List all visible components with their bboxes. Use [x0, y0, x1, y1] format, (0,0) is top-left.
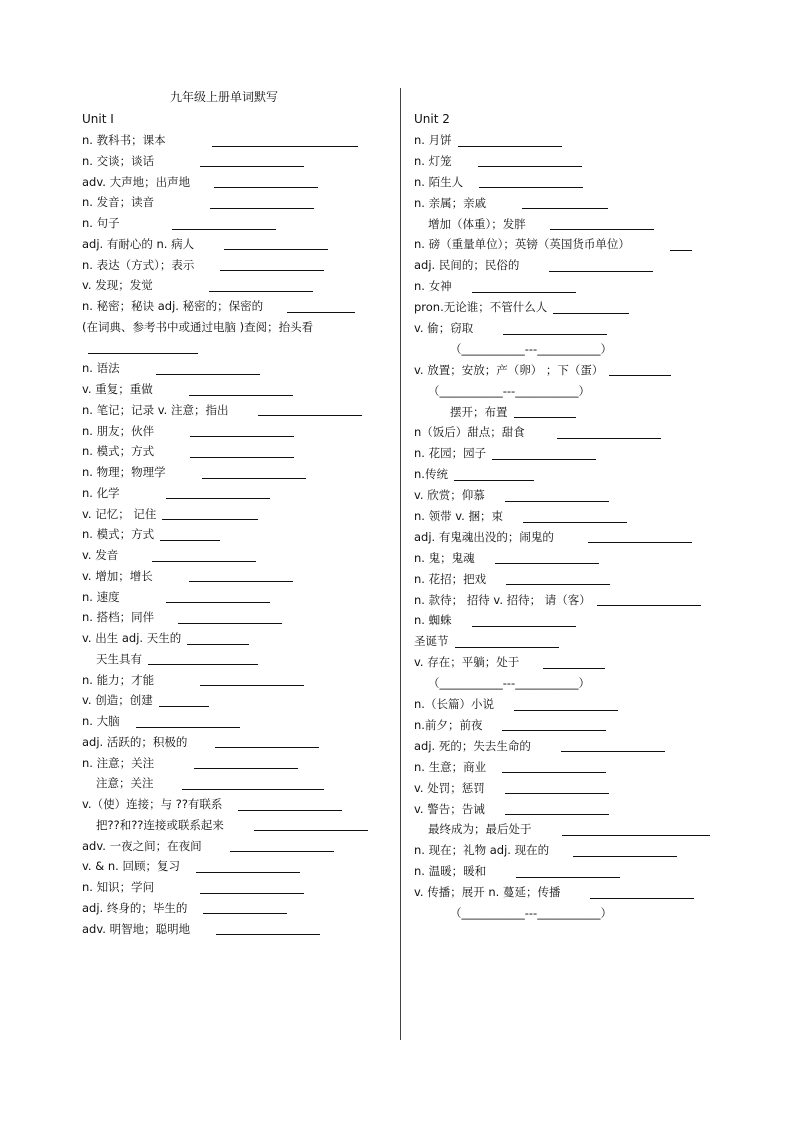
- vocab-prompt: n. 模式；方式: [82, 444, 155, 459]
- answer-blank[interactable]: [190, 446, 294, 458]
- vocab-prompt: v. 增加；增长: [82, 568, 153, 583]
- vocab-prompt: n. 交谈；谈话: [82, 153, 155, 168]
- answer-blank[interactable]: [516, 866, 620, 878]
- vocab-row: [414, 590, 724, 611]
- vocab-row: [414, 443, 724, 464]
- vocab-row: [414, 402, 724, 423]
- answer-blank[interactable]: [549, 260, 653, 272]
- vocab-prompt: 增加（体重）；发胖: [428, 216, 526, 231]
- vocab-row: [414, 234, 724, 255]
- vocab-prompt: n. 女神: [414, 279, 452, 294]
- answer-blank[interactable]: [224, 238, 328, 250]
- vocab-row: [82, 607, 394, 628]
- vocab-prompt: n. 花园；园子: [414, 446, 487, 461]
- vocab-prompt: adv. 大声地；出声地: [82, 174, 191, 189]
- answer-blank[interactable]: [670, 239, 692, 251]
- vocab-prompt: 摆开；布置: [450, 404, 508, 419]
- answer-blank[interactable]: [550, 218, 654, 230]
- answer-blank[interactable]: [88, 342, 198, 354]
- vocab-row: [82, 151, 394, 172]
- vocab-prompt: n. 生意；商业: [414, 759, 487, 774]
- vocab-prompt: v. 发现；发觉: [82, 278, 153, 293]
- vocab-row: [82, 441, 394, 462]
- vocab-prompt: n. 现在；礼物 adj. 现在的: [414, 843, 550, 858]
- vocab-row: [82, 545, 394, 566]
- vocab-row: [414, 297, 724, 318]
- answer-blank[interactable]: [455, 636, 559, 648]
- vocab-row: [414, 193, 724, 214]
- vocab-row: [414, 610, 724, 631]
- vocab-prompt: n. 知识；学问: [82, 880, 155, 894]
- vocab-prompt: adj. 死的；失去生命的: [414, 738, 531, 753]
- vocab-prompt: n. 能力；才能: [82, 672, 155, 687]
- answer-blank[interactable]: [258, 404, 362, 416]
- vocab-prompt: n. 大脑: [82, 714, 120, 728]
- vocab-row: [414, 151, 724, 172]
- vocab-prompt: v. 放置；安放；产（卵） ；下（蛋）: [414, 362, 604, 377]
- unit-2-column: [414, 109, 724, 924]
- vocab-prompt: n.（长篇）小说: [414, 697, 494, 712]
- answer-blank[interactable]: [609, 364, 671, 376]
- vocab-prompt: n. 花招；把戏: [414, 571, 487, 586]
- vocab-row: [82, 898, 394, 919]
- vocab-prompt: n. 发音；读音: [82, 195, 155, 210]
- vocab-prompt: adv. 一夜之间；在夜间: [82, 838, 202, 853]
- vocab-row: [82, 504, 394, 525]
- answer-blank[interactable]: [505, 490, 609, 502]
- vocab-row: [82, 566, 394, 587]
- vocab-row: [82, 753, 394, 774]
- answer-blank[interactable]: [210, 197, 314, 209]
- vocab-row: [414, 840, 724, 861]
- vocab-row: [414, 276, 724, 297]
- answer-blank[interactable]: [573, 845, 677, 857]
- unit-1-heading: Unit I: [82, 112, 114, 126]
- vocab-row: [82, 649, 394, 670]
- vocab-row: [82, 234, 394, 255]
- vocab-row: [82, 400, 394, 421]
- answer-blank[interactable]: [590, 887, 694, 899]
- answer-blank[interactable]: [543, 657, 605, 669]
- vocab-row: [82, 690, 394, 711]
- vocab-prompt: n.传统: [414, 467, 448, 482]
- vocab-prompt: n. 陌生人: [414, 174, 464, 189]
- vocab-row: [414, 548, 724, 569]
- answer-blank[interactable]: [561, 740, 665, 752]
- vocab-row: [414, 882, 724, 903]
- vocab-prompt: n. 语法: [82, 361, 120, 376]
- vocab-row: [414, 381, 724, 402]
- answer-blank[interactable]: [220, 259, 324, 271]
- answer-blank[interactable]: [196, 861, 300, 873]
- vocab-prompt: n. 表达（方式）；表示: [82, 257, 195, 272]
- vocab-row: [414, 652, 724, 673]
- vocab-row: [414, 506, 724, 527]
- vocab-row: [82, 628, 394, 649]
- vocab-prompt: （___________---___________）: [428, 676, 590, 691]
- answer-blank[interactable]: [557, 427, 661, 439]
- vocab-row: [414, 631, 724, 652]
- vocab-row: [414, 736, 724, 757]
- vocab-row: [82, 856, 394, 877]
- vocab-row: [82, 919, 394, 940]
- unit-1-list: [82, 130, 394, 939]
- vocab-prompt: adj. 终身的；毕生的: [82, 900, 188, 915]
- vocab-row: [82, 877, 394, 898]
- vocab-row: [414, 172, 724, 193]
- vocab-row: [82, 317, 394, 338]
- vocab-prompt: n. 注意；关注: [82, 755, 155, 770]
- answer-blank[interactable]: [230, 840, 334, 852]
- vocab-prompt: v. 传播；展开 n. 蔓延；传播: [414, 885, 561, 900]
- vocab-prompt: v. 出生 adj. 天生的: [82, 631, 182, 645]
- answer-blank[interactable]: [514, 406, 576, 418]
- answer-blank[interactable]: [189, 570, 293, 582]
- answer-blank[interactable]: [209, 280, 313, 292]
- answer-blank[interactable]: [492, 448, 596, 460]
- vocab-row: [414, 715, 724, 736]
- answer-blank[interactable]: [187, 633, 249, 645]
- answer-blank[interactable]: [472, 615, 576, 627]
- vocab-prompt: n. 朋友；伙伴: [82, 423, 155, 438]
- answer-blank[interactable]: [454, 469, 534, 481]
- answer-blank[interactable]: [152, 550, 256, 562]
- vocab-row: [414, 318, 724, 339]
- vocab-row: [414, 861, 724, 882]
- answer-blank[interactable]: [160, 529, 220, 541]
- answer-blank[interactable]: [238, 799, 342, 811]
- answer-blank[interactable]: [478, 155, 582, 167]
- vocab-prompt: n. 蜘蛛: [414, 613, 452, 628]
- answer-blank[interactable]: [162, 508, 258, 520]
- answer-blank[interactable]: [190, 425, 294, 437]
- vocab-prompt: n. 句子: [82, 216, 120, 230]
- vocab-row: [414, 485, 724, 506]
- vocab-prompt: n. 搭档；同伴: [82, 610, 155, 625]
- answer-blank[interactable]: [178, 612, 282, 624]
- vocab-row: [82, 338, 394, 359]
- vocab-prompt: n（饭后）甜点；甜食: [414, 425, 525, 440]
- vocab-row: [82, 275, 394, 296]
- answer-blank[interactable]: [562, 824, 710, 836]
- vocab-prompt: 注意；关注: [96, 776, 154, 791]
- answer-blank[interactable]: [156, 363, 260, 375]
- vocab-prompt: n. 灯笼: [414, 153, 452, 168]
- unit-2-list: [414, 130, 724, 924]
- answer-blank[interactable]: [553, 302, 629, 314]
- vocab-prompt: n. 磅（重量单位）；英镑（英国货币单位）: [414, 237, 630, 252]
- vocab-row: [82, 732, 394, 753]
- answer-blank[interactable]: [148, 653, 258, 665]
- vocab-row: [82, 358, 394, 379]
- answer-blank[interactable]: [203, 902, 287, 914]
- vocab-row: [414, 255, 724, 276]
- vocab-prompt: n. 物理；物理学: [82, 465, 166, 479]
- vocab-row: [414, 214, 724, 235]
- answer-blank[interactable]: [200, 674, 304, 686]
- unit-2-heading: Unit 2: [414, 112, 450, 126]
- vocab-prompt: v. 发音: [82, 548, 119, 562]
- answer-blank[interactable]: [514, 699, 618, 711]
- vocab-row: [82, 172, 394, 193]
- answer-blank[interactable]: [503, 323, 607, 335]
- vocab-row: [82, 421, 394, 442]
- vocab-prompt: v. 存在；平躺；处于: [414, 655, 520, 670]
- unit-1-column: [82, 109, 394, 939]
- answer-blank[interactable]: [166, 487, 270, 499]
- answer-blank[interactable]: [136, 716, 240, 728]
- vocab-prompt: （___________---___________）: [428, 383, 590, 398]
- vocab-prompt: （___________---___________）: [450, 905, 612, 920]
- answer-blank[interactable]: [166, 591, 270, 603]
- answer-blank[interactable]: [506, 573, 610, 585]
- answer-blank[interactable]: [479, 176, 583, 188]
- answer-blank[interactable]: [182, 778, 324, 790]
- vocab-prompt: v. 记忆； 记住: [82, 506, 157, 521]
- vocab-prompt: v. & n. 回顾；复习: [82, 859, 180, 874]
- vocab-row: [82, 794, 394, 815]
- vocab-prompt: n. 秘密；秘诀 adj. 秘密的；保密的: [82, 299, 264, 313]
- vocab-row: [414, 778, 724, 799]
- vocab-prompt: adv. 明智地；聪明地: [82, 921, 191, 936]
- vocab-row: [414, 903, 724, 924]
- vocab-prompt: v. 欣赏；仰慕: [414, 488, 485, 503]
- vocab-row: [82, 462, 394, 483]
- vocab-row: [414, 360, 724, 381]
- vocab-row: [414, 130, 724, 151]
- answer-blank[interactable]: [523, 511, 627, 523]
- answer-blank[interactable]: [216, 923, 320, 935]
- answer-blank[interactable]: [194, 757, 298, 769]
- answer-blank[interactable]: [159, 695, 209, 707]
- vocab-prompt: n. 模式；方式: [82, 527, 155, 542]
- vocab-prompt: v. 偷；窃取: [414, 321, 474, 336]
- vocab-prompt: n. 领带 v. 捆；束: [414, 509, 503, 524]
- vocab-prompt: n. 温暖；暖和: [414, 864, 487, 879]
- answer-blank[interactable]: [505, 803, 609, 815]
- vocab-row: [414, 757, 724, 778]
- vocab-row: [414, 339, 724, 360]
- answer-blank[interactable]: [502, 761, 606, 773]
- answer-blank[interactable]: [505, 782, 609, 794]
- vocab-prompt: n. 款待； 招待 v. 招待； 请（客）: [414, 592, 591, 607]
- vocab-row: [414, 694, 724, 715]
- vocab-prompt: v. 创造；创建: [82, 693, 153, 708]
- column-divider: [400, 88, 401, 1040]
- answer-blank[interactable]: [254, 819, 368, 831]
- answer-blank[interactable]: [287, 301, 355, 313]
- answer-blank[interactable]: [597, 594, 701, 606]
- vocab-row: [82, 213, 394, 234]
- vocab-prompt: n. 化学: [82, 485, 120, 500]
- answer-blank[interactable]: [495, 552, 599, 564]
- answer-blank[interactable]: [200, 882, 304, 894]
- vocab-row: [82, 836, 394, 857]
- vocab-prompt: (在词典、参考书中或通过电脑 )查阅；抬头看: [82, 319, 314, 334]
- vocab-row: [414, 569, 724, 590]
- vocab-prompt: n. 月饼: [414, 133, 452, 147]
- vocab-prompt: v. 警告；告诫: [414, 801, 485, 816]
- answer-blank[interactable]: [458, 135, 562, 147]
- vocab-prompt: 圣诞节: [414, 634, 449, 649]
- vocab-prompt: v.（使）连接；与 ??有联系: [82, 797, 223, 811]
- answer-blank[interactable]: [172, 218, 276, 230]
- vocab-prompt: n. 教科书；课本: [82, 133, 166, 147]
- answer-blank[interactable]: [502, 719, 606, 731]
- worksheet-title: 九年级上册单词默写: [170, 90, 279, 104]
- vocab-row: [414, 464, 724, 485]
- vocab-row: [414, 527, 724, 548]
- vocab-prompt: adj. 有耐心的 n. 病人: [82, 236, 195, 251]
- answer-blank[interactable]: [212, 135, 358, 147]
- vocab-row: [82, 773, 394, 794]
- vocab-row: [82, 670, 394, 691]
- answer-blank[interactable]: [588, 531, 692, 543]
- answer-blank[interactable]: [472, 281, 576, 293]
- answer-blank[interactable]: [189, 384, 293, 396]
- vocab-row: [82, 524, 394, 545]
- vocab-prompt: adj. 民间的；民俗的: [414, 258, 520, 273]
- vocab-prompt: n. 笔记；记录 v. 注意；指出: [82, 402, 229, 417]
- vocab-prompt: v. 重复；重做: [82, 382, 153, 396]
- vocab-prompt: 把??和??连接或联系起来: [96, 817, 224, 832]
- vocab-row: [82, 711, 394, 732]
- vocab-row: [414, 799, 724, 820]
- vocab-prompt: pron.无论谁；不管什么人: [414, 300, 548, 315]
- vocab-prompt: （___________---___________）: [450, 341, 612, 356]
- vocab-row: [82, 192, 394, 213]
- vocab-row: [82, 587, 394, 608]
- vocab-row: [82, 379, 394, 400]
- answer-blank[interactable]: [214, 176, 318, 188]
- answer-blank[interactable]: [202, 467, 306, 479]
- vocab-prompt: 天生具有: [96, 651, 142, 666]
- vocab-row: [414, 819, 724, 840]
- vocab-prompt: n. 速度: [82, 589, 120, 604]
- vocab-row: [82, 296, 394, 317]
- vocab-prompt: n.前夕；前夜: [414, 717, 483, 732]
- vocab-prompt: 最终成为；最后处于: [428, 822, 532, 837]
- vocab-prompt: n. 鬼；鬼魂: [414, 550, 475, 565]
- vocab-prompt: v. 处罚；惩罚: [414, 780, 485, 795]
- answer-blank[interactable]: [200, 155, 304, 167]
- vocab-row: [82, 255, 394, 276]
- vocab-row: [414, 673, 724, 694]
- vocab-row: [82, 815, 394, 836]
- answer-blank[interactable]: [522, 197, 608, 209]
- vocab-row: [82, 483, 394, 504]
- vocab-row: [82, 130, 394, 151]
- vocab-prompt: n. 亲属；亲戚: [414, 195, 487, 210]
- answer-blank[interactable]: [215, 736, 319, 748]
- vocab-row: [414, 422, 724, 443]
- vocab-prompt: adj. 有鬼魂出没的；闹鬼的: [414, 529, 554, 544]
- vocab-prompt: adj. 活跃的；积极的: [82, 734, 188, 749]
